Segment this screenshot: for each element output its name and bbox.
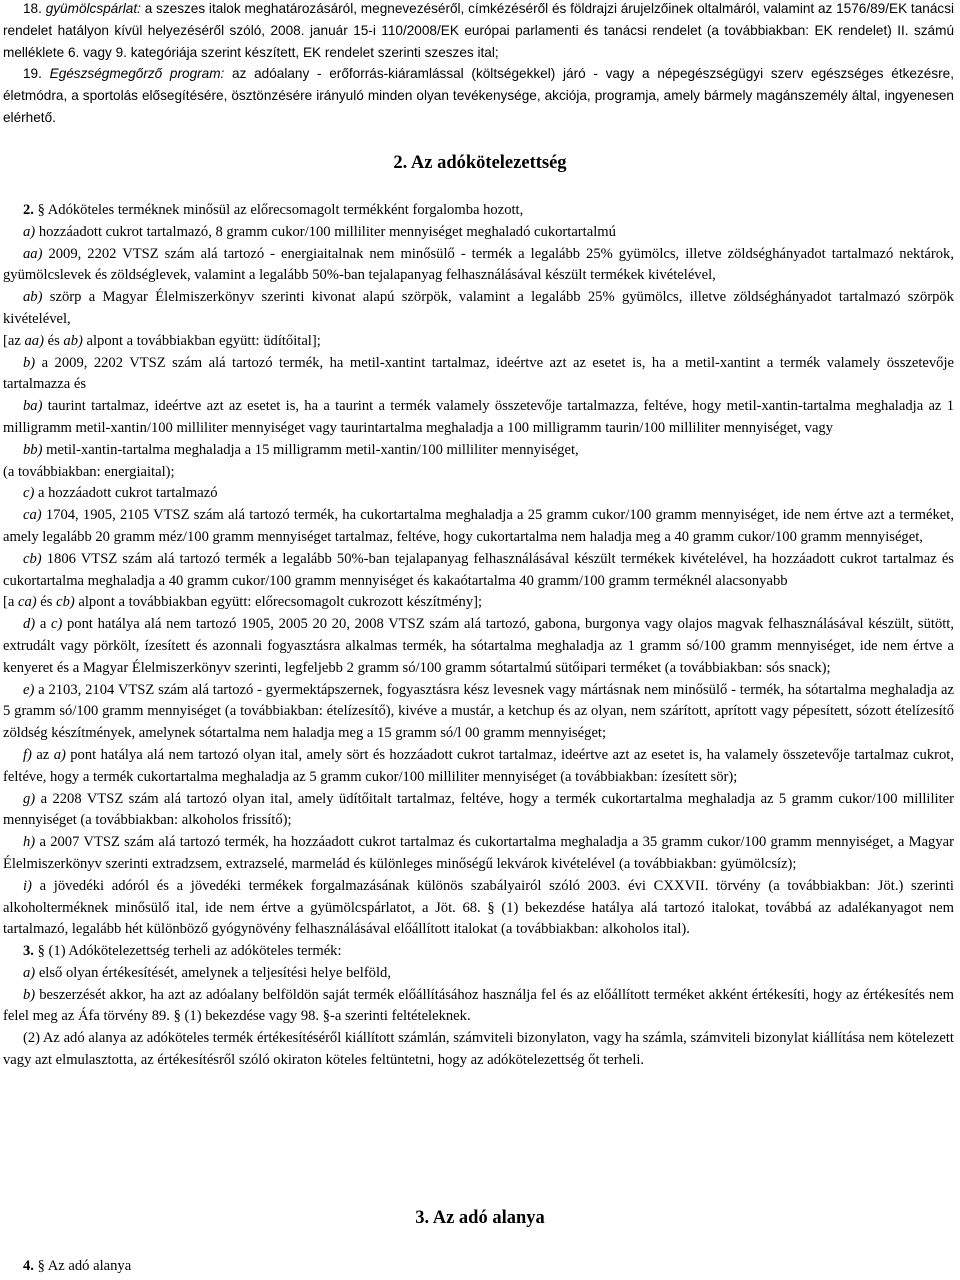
paragraph-number: 3. [23,943,34,960]
point-ref: a) [53,746,66,763]
point-label: g) [23,790,36,807]
point-text: a 2007 VTSZ szám alá tartozó termék, ha hozzáadott cukrot tartalmaz és cukortartalma meghaladja a 35 gramm cukor/100 gramm mennyiséget, a Magyar Élelmiszerkönyv szerinti extradzsem, extrazselé, marmelád és különleges minőségű lekvárok kivételével (a továbbiakban: gyümölcsíz); [3,834,954,872]
paragraph-text: § Az adó alanya [33,1258,132,1274]
section-2-body [3,200,954,1072]
point-label: b) [23,354,36,371]
point-label: d) [23,616,36,633]
definition-uditoital [3,331,954,353]
paragraph-text: § Adóköteles terméknek minősül az előrecsomagolt termékként forgalomba hozott, [33,202,524,218]
point-d [3,614,954,679]
definition-energiaital: (a továbbiakban: energiaital); [3,463,175,480]
text-fragment: az [31,746,54,763]
point-text: 1806 VTSZ szám alá tartozó termék a legalább 50%-ban tejalapanyag felhasználásával készült termékek kivételével, ha hozzáadott cukrot tartalmaz és cukortartalma meghaladja a 40 gramm cukor/100 gramm mennyiséget és kakaótartalma 40 gramm/100 gramm terméknél alacsonyabb [3,550,954,589]
paragraph-number: 4. [23,1258,34,1274]
paragraph-2 [3,200,954,222]
point-text: szörp a Magyar Élelmiszerkönyv szerinti kivonat alapú szörpök, valamint a legalább 25% gyümölcs, illetve zöldséghányadot tartalmazó szörpök kivételével, [3,289,954,327]
point-text: a jövedéki adóról és a jövedéki termékek forgalmazásának különös szabályairól szóló 2003. évi CXXVII. törvény (a továbbiakban: Jöt.) szerinti alkoholterméknek minősülő ital, ide nem értve a gyümölcspárlatot, a Jöt. 68. § (1) bekezdése hatálya alá tartozó italokat, továbbá az adalékanyagot nem tartalmazó, legalább hét különböző gyógynövény felhasználásával előállított italokat (a továbbiakban: alkoholos ital). [3,877,954,938]
subpoint-ca [3,505,954,549]
point-text: első olyan értékesítését, amelynek a teljesítési helye belföld, [35,964,391,981]
text-fragment: a [35,616,51,633]
point-a [3,222,954,244]
point-label: ca) [23,507,42,524]
point-e [3,680,954,745]
subpoint-bb [3,440,954,462]
subpoint-ab [3,287,954,331]
point-c [3,483,954,505]
point-ref: aa) [24,332,44,349]
point-label: h) [23,834,36,851]
point-h [3,832,954,876]
point-label: a) [23,964,36,981]
point-label: bb) [23,441,43,458]
text-fragment: és [36,594,57,611]
point-label: a) [23,223,36,240]
definition-term: Egészségmegőrző program: [49,66,225,81]
definition-19 [3,63,954,128]
point-label: i) [23,877,32,894]
paragraph-3-point-b [3,985,954,1029]
point-text: 1704, 1905, 2105 VTSZ szám alá tartozó termék, ha cukortartalma meghaladja a 25 gramm cukor/100 gramm mennyiséget, ide nem értve azt a terméket, amely legalább 20 gramm méz/100 gramm mennyiséget tartalmaz, feltéve, hogy cukortartalma nem haladja meg a 40 gramm cukor/100 gramm mennyiséget, [3,507,954,545]
point-text: a hozzáadott cukrot tartalmazó [34,485,218,502]
point-label: f) [23,746,32,763]
text-fragment: alpont a továbbiakban együtt: előrecsomagolt cukrozott készítmény]; [74,594,483,611]
point-ref: cb) [56,594,75,611]
paragraph-4 [3,1256,954,1278]
text-fragment: [az [3,332,25,349]
point-text: pont hatálya alá nem tartozó olyan ital, amely sört és hozzáadott cukrot tartalmaz, ideértve azt az esetet is, ha valamely összetevője tartalmaz cukrot, feltéve, hogy a termék cukortartalma meghaladja az 5 gramm cukor/100 milliliter mennyiséget (a továbbiakban: ízesített sör); [3,746,954,785]
definition-number: 19. [23,66,42,81]
point-label: ab) [23,289,43,306]
point-ref: ab) [63,332,83,349]
paragraph-text: § (1) Adókötelezettség terheli az adóköteles termék: [33,943,342,960]
paragraph-3-point-a [3,963,954,985]
definition-18 [3,0,954,63]
point-text: taurint tartalmaz, ideértve azt az esetet is, ha a taurint a termék valamely összetevője tartalmazza, feltéve, hogy metil-xantin-tartalma meghaladja az 1 milligramm metil-xantin/100 milliliter mennyiséget vagy taurintartalma meghaladja a 100 milligramm taurin/100 milliliter mennyiséget, vagy [3,398,954,436]
point-label: cb) [23,550,42,567]
point-label: aa) [23,245,43,262]
point-i [3,876,954,941]
definition-cukrozott-keszitmeny [3,592,954,614]
text-fragment: [a [3,594,18,611]
section-heading-ado-alanya: 3. Az adó alanya [415,1208,545,1228]
point-text: pont hatálya alá nem tartozó 1905, 2005 20 20, 2008 VTSZ szám alá tartozó, gabona, burgonya vagy olajos magvak felhasználásával készült, sütött, extrudált vagy pörkölt, ízesített és azonnali fogyasztásra alkalmas termék, ha sótartalma meghaladja az 1 gramm só/100 gramm mennyiséget, ide nem értve a kenyeret és a Magyar Élelmiszerkönyv szerinti, legfeljebb 2 gramm só/100 gramm sótartalmú sütőipari terméket (a továbbiakban: sós snack); [3,616,954,676]
point-label: ba) [23,398,43,415]
text-fragment: és [43,332,64,349]
definition-number: 18. [23,1,42,16]
point-label: e) [23,681,35,698]
point-label: c) [23,485,35,502]
paragraph-3-2: (2) Az adó alanya az adóköteles termék értékesítéséről kiállított számlán, számviteli bizonylaton, vagy ha számla, számviteli bizonylat kiállítása nem kötelezett vagy azt elmulasztotta, az értékesítésről szóló okiraton köteles feltüntetni, hogy az adókötelezettség őt terheli. [3,1030,954,1069]
subpoint-aa [3,244,954,288]
point-ref: ca) [18,594,37,611]
point-text: a 2208 VTSZ szám alá tartozó olyan ital, amely üdítőitalt tartalmaz, feltéve, hogy a termék cukortartalma meghaladja az 5 gramm cukor/100 milliliter mennyiséget (a továbbiakban: alkoholos frissítő); [3,790,954,829]
point-text: 2009, 2202 VTSZ szám alá tartozó - energiaitalnak nem minősülő - termék a legalább 25% gyümölcs, illetve zöldséghányadot tartalmazó nektárok, gyümölcslevek és zöldséglevek, valamint a legalább 50%-ban tejalapanyag felhasználásával készült termékek kivételével, [3,245,954,284]
paragraph-number: 2. [23,202,34,218]
definition-text: a szeszes italok meghatározásáról, megnevezéséről, címkézéséről és földrajzi árujelzőinek oltalmáról, valamint az 1576/89/EK tanácsi rendelet hatályon kívül helyezéséről szóló, 2008. január 15-i 110/2008/EK európai parlamenti és tanácsi rendelet (a továbbiakban: EK rendelet) II. számú melléklete 6. vagy 9. kategóriája szerint készített, EK rendelet szerinti szeszes ital; [3,1,955,60]
definition-term: gyümölcspárlat: [45,1,141,16]
point-g [3,789,954,833]
point-text: hozzáadott cukrot tartalmazó, 8 gramm cukor/100 milliliter mennyiséget meghaladó cukortartalmú [35,223,616,240]
point-label: b) [23,986,36,1003]
point-b [3,353,954,397]
text-fragment: alpont a továbbiakban együtt: üdítőital]; [82,332,321,349]
subpoint-cb [3,549,954,593]
point-ref: c) [51,616,63,633]
point-text: a 2103, 2104 VTSZ szám alá tartozó - gyermektápszernek, fogyasztásra kész levesnek vagy mártásnak nem minősülő - termék, ha sótartalma meghaladja az 5 gramm só/100 gramm mennyiséget (a továbbiakban: ételízesítő), kivéve a mustár, a ketchup és az olyan, nem szárított, aprított vagy pépesített, sózott ételízesítő zöldség készítmények, amelynek sótartalma nem haladja meg a 15 gramm só/l 00 gramm mennyiséget; [3,681,954,742]
paragraph-3 [3,941,954,963]
definition-text: az adóalany - erőforrás-kiáramlással (költségekkel) járó - vagy a népegészségügyi szerv egészséges étkezésre, életmódra, a sportolás elősegítésére, ösztönzésére irányuló minden olyan tevékenysége, akciója, programja, amely bármely magánszemély által, ingyenesen elérhető. [3,66,955,125]
section-heading-adokotelezettseg: 2. Az adókötelezettség [393,153,567,173]
point-text: a 2009, 2202 VTSZ szám alá tartozó termék, ha metil-xantint tartalmaz, ideértve azt az esetet is, ha a metil-xantint a termék valamely összetevője tartalmazza és [3,354,954,393]
point-text: metil-xantin-tartalma meghaladja a 15 milligramm metil-xantin/100 milliliter mennyiséget, [42,441,579,458]
subpoint-ba [3,396,954,440]
point-f [3,745,954,789]
point-text: beszerzését akkor, ha azt az adóalany belföldön saját termék előállításához használja fel és az előállított terméket akként értékesíti, hogy az értékesítés nem felel meg az Áfa törvény 89. § (1) bekezdése vagy 98. §-a szerinti feltételeknek. [3,986,954,1025]
